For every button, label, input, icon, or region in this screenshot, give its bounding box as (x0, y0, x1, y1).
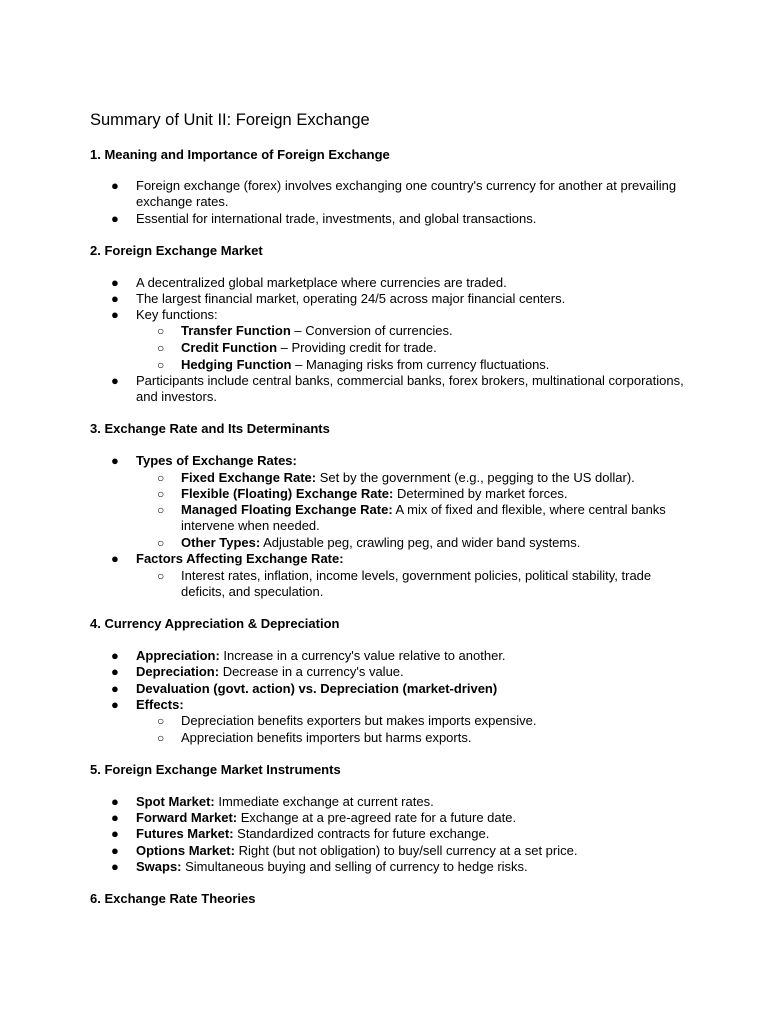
list-item (136, 859, 696, 875)
bullet-hollow: ○ (157, 503, 165, 517)
bullet-hollow: ○ (157, 536, 165, 550)
sub-list-item: Depreciation benefits exporters but makes imports expensive. (181, 713, 537, 728)
item-text: A mix of fixed and flexible, where central banks intervene when needed. (181, 502, 666, 534)
item-term: Effects: (136, 697, 184, 712)
document-title: Summary of Unit II: Foreign Exchange (90, 111, 370, 129)
item-text: Decrease in a currency's value. (219, 664, 404, 679)
item-term: Types of Exchange Rates: (136, 453, 297, 468)
item-term: Depreciation: (136, 664, 220, 679)
item-text: Simultaneous buying and selling of currency to hedge risks. (181, 859, 528, 874)
item-text: Exchange at a pre-agreed rate for a future date. (237, 810, 517, 825)
item-term: Appreciation: (136, 648, 220, 663)
sub-list-item (181, 340, 681, 356)
list-item: Essential for international trade, investments, and global transactions. (136, 211, 537, 226)
bullet-filled: ● (111, 373, 119, 388)
item-text: Determined by market forces. (393, 486, 568, 501)
bullet-hollow: ○ (157, 731, 165, 745)
bullet-filled: ● (111, 291, 119, 306)
bullet-filled: ● (111, 211, 119, 226)
item-text: Adjustable peg, crawling peg, and wider band systems. (260, 535, 581, 550)
item-term: Swaps: (136, 859, 182, 874)
item-term: Hedging Function (181, 357, 292, 372)
bullet-hollow: ○ (157, 487, 165, 501)
item-text: – Managing risks from currency fluctuations. (291, 357, 550, 372)
list-item: Participants include central banks, commercial banks, forex brokers, multinational corporations, and investors. (136, 373, 684, 405)
list-item (136, 697, 696, 713)
section-heading-6: 6. Exchange Rate Theories (90, 891, 256, 906)
item-text: Right (but not obligation) to buy/sell currency at a set price. (234, 843, 578, 858)
item-term: Credit Function (181, 340, 278, 355)
section-heading-3: 3. Exchange Rate and Its Determinants (90, 421, 330, 436)
item-term: Other Types: (181, 535, 261, 550)
sub-list-item: Interest rates, inflation, income levels, government policies, political stability, trade deficits, and speculation. (181, 568, 652, 600)
bullet-filled: ● (111, 697, 119, 712)
list-item: Foreign exchange (forex) involves exchanging one country's currency for another at prevailing exchange rates. (136, 178, 677, 210)
item-term: Transfer Function (181, 323, 291, 338)
item-term: Spot Market: (136, 794, 215, 809)
sub-list-item (181, 535, 681, 551)
bullet-filled: ● (111, 794, 119, 809)
bullet-filled: ● (111, 307, 119, 322)
section-heading-5: 5. Foreign Exchange Market Instruments (90, 762, 341, 777)
bullet-hollow: ○ (157, 569, 165, 583)
sub-list-item (181, 502, 681, 534)
item-text: Standardized contracts for future exchange. (233, 826, 490, 841)
item-term: Flexible (Floating) Exchange Rate: (181, 486, 394, 501)
list-item (136, 551, 696, 567)
sub-list-item (181, 323, 681, 339)
item-term: Futures Market: (136, 826, 234, 841)
list-item (136, 794, 696, 810)
list-item (136, 664, 696, 680)
bullet-filled: ● (111, 681, 119, 696)
bullet-filled: ● (111, 843, 119, 858)
sub-list-item (181, 486, 681, 502)
bullet-hollow: ○ (157, 341, 165, 355)
item-text: Set by the government (e.g., pegging to the US dollar). (316, 470, 635, 485)
item-text: Immediate exchange at current rates. (214, 794, 434, 809)
list-item (136, 681, 696, 697)
bullet-hollow: ○ (157, 714, 165, 728)
item-term: Devaluation (govt. action) vs. Depreciation (market-driven) (136, 681, 498, 696)
sub-list-item: Appreciation benefits importers but harms exports. (181, 730, 472, 745)
list-item (136, 453, 696, 469)
bullet-filled: ● (111, 859, 119, 874)
bullet-filled: ● (111, 275, 119, 290)
sub-list-item (181, 470, 681, 486)
item-term: Factors Affecting Exchange Rate: (136, 551, 344, 566)
bullet-filled: ● (111, 664, 119, 679)
list-item: Key functions: (136, 307, 218, 322)
item-text: Increase in a currency's value relative to another. (219, 648, 506, 663)
item-term: Managed Floating Exchange Rate: (181, 502, 393, 517)
bullet-filled: ● (111, 453, 119, 468)
list-item: The largest financial market, operating 24/5 across major financial centers. (136, 291, 566, 306)
bullet-filled: ● (111, 810, 119, 825)
section-heading-4: 4. Currency Appreciation & Depreciation (90, 616, 340, 631)
bullet-hollow: ○ (157, 471, 165, 485)
list-item (136, 843, 696, 859)
bullet-filled: ● (111, 648, 119, 663)
section-heading-1: 1. Meaning and Importance of Foreign Exchange (90, 147, 390, 162)
section-heading-2: 2. Foreign Exchange Market (90, 243, 263, 258)
bullet-filled: ● (111, 551, 119, 566)
bullet-hollow: ○ (157, 358, 165, 372)
item-term: Options Market: (136, 843, 235, 858)
bullet-filled: ● (111, 178, 119, 193)
sub-list-item (181, 357, 681, 373)
list-item: A decentralized global marketplace where currencies are traded. (136, 275, 507, 290)
bullet-filled: ● (111, 826, 119, 841)
list-item (136, 826, 696, 842)
item-text: – Conversion of currencies. (290, 323, 453, 338)
bullet-hollow: ○ (157, 324, 165, 338)
item-term: Forward Market: (136, 810, 238, 825)
item-text: – Providing credit for trade. (277, 340, 437, 355)
list-item (136, 810, 696, 826)
list-item (136, 648, 696, 664)
item-term: Fixed Exchange Rate: (181, 470, 317, 485)
